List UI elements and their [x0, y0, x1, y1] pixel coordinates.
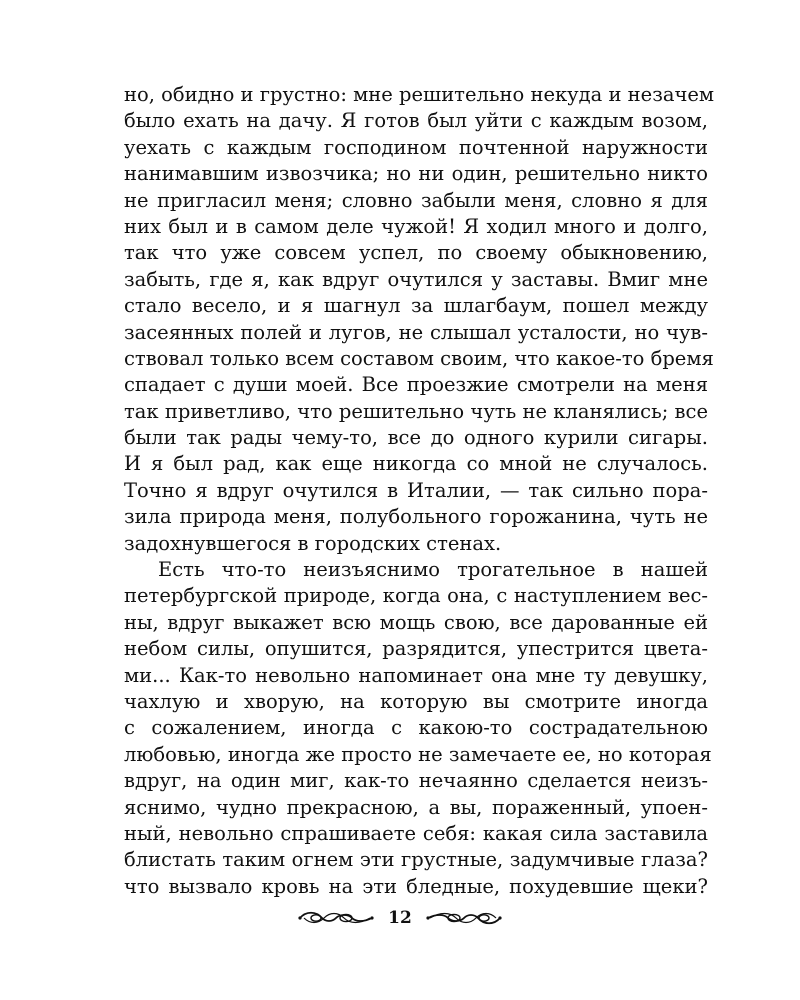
text-line: блистать таким огнем эти грустные, задумчивые глаза? — [124, 848, 708, 872]
body-text — [124, 82, 715, 900]
text-line: что вызвало кровь на эти бледные, похудевшие щеки? — [124, 874, 708, 898]
text-line: не пригласил меня; словно забыли меня, словно я для — [124, 188, 708, 212]
page-footer — [0, 903, 800, 933]
text-line: ствовал только всем составом своим, что какое-то бремя — [124, 346, 714, 370]
text-line: засеянных полей и лугов, не слышал усталости, но чув- — [124, 320, 708, 344]
text-line: стало весело, и я шагнул за шлагбаум, пошел между — [124, 294, 708, 318]
text-line: яснимо, чудно прекрасною, а вы, пораженный, упоен- — [124, 795, 708, 819]
paragraph-start-line: Есть что-то неизъяснимо трогательное в нашей — [158, 558, 708, 582]
text-line: так что уже совсем успел, по своему обыкновению, — [124, 241, 708, 265]
right-ornament-icon — [424, 908, 504, 928]
text-line: И я был рад, как еще никогда со мной не случалось. — [124, 452, 708, 476]
page-number: 12 — [388, 908, 412, 928]
text-line: нанимавшим извозчика; но ни один, решительно никто — [124, 162, 708, 186]
text-line: чахлую и хворую, на которую вы смотрите иногда — [124, 689, 708, 713]
text-line: Точно я вдруг очутился в Италии, — так сильно пора- — [124, 478, 708, 502]
text-line: с сожалением, иногда с какою-то сострадательною — [124, 716, 708, 740]
text-line: ми... Как-то невольно напоминает она мне ту девушку, — [124, 663, 708, 687]
text-line: задохнувшегося в городских стенах. — [124, 531, 502, 555]
text-line: было ехать на дачу. Я готов был уйти с каждым возом, — [124, 109, 708, 133]
left-ornament-icon — [296, 908, 376, 928]
text-line: зила природа меня, полубольного горожанина, чуть не — [124, 505, 708, 529]
text-line: любовью, иногда же просто не замечаете ее, но которая — [124, 742, 712, 766]
text-line: но, обидно и грустно: мне решительно некуда и незачем — [124, 83, 715, 106]
text-line: ны, вдруг выкажет всю мощь свою, все дарованные ей — [124, 610, 708, 634]
text-line: уехать с каждым господином почтенной наружности — [124, 135, 708, 159]
text-line: спадает с души моей. Все проезжие смотрели на меня — [124, 373, 708, 397]
text-line: небом силы, опушится, разрядится, упестрится цвета- — [124, 637, 708, 661]
text-line: были так рады чему-то, все до одного курили сигары. — [124, 426, 708, 450]
text-line: петербургской природе, когда она, с наступлением вес- — [124, 584, 708, 608]
text-line: них был и в самом деле чужой! Я ходил много и долго, — [124, 214, 708, 238]
text-line: ный, невольно спрашиваете себя: какая сила заставила — [124, 821, 708, 845]
text-line: вдруг, на один миг, как-то нечаянно сделается неизъ- — [124, 769, 708, 793]
text-line: так приветливо, что решительно чуть не кланялись; все — [124, 399, 708, 423]
text-line: забыть, где я, как вдруг очутился у заставы. Вмиг мне — [124, 267, 708, 291]
